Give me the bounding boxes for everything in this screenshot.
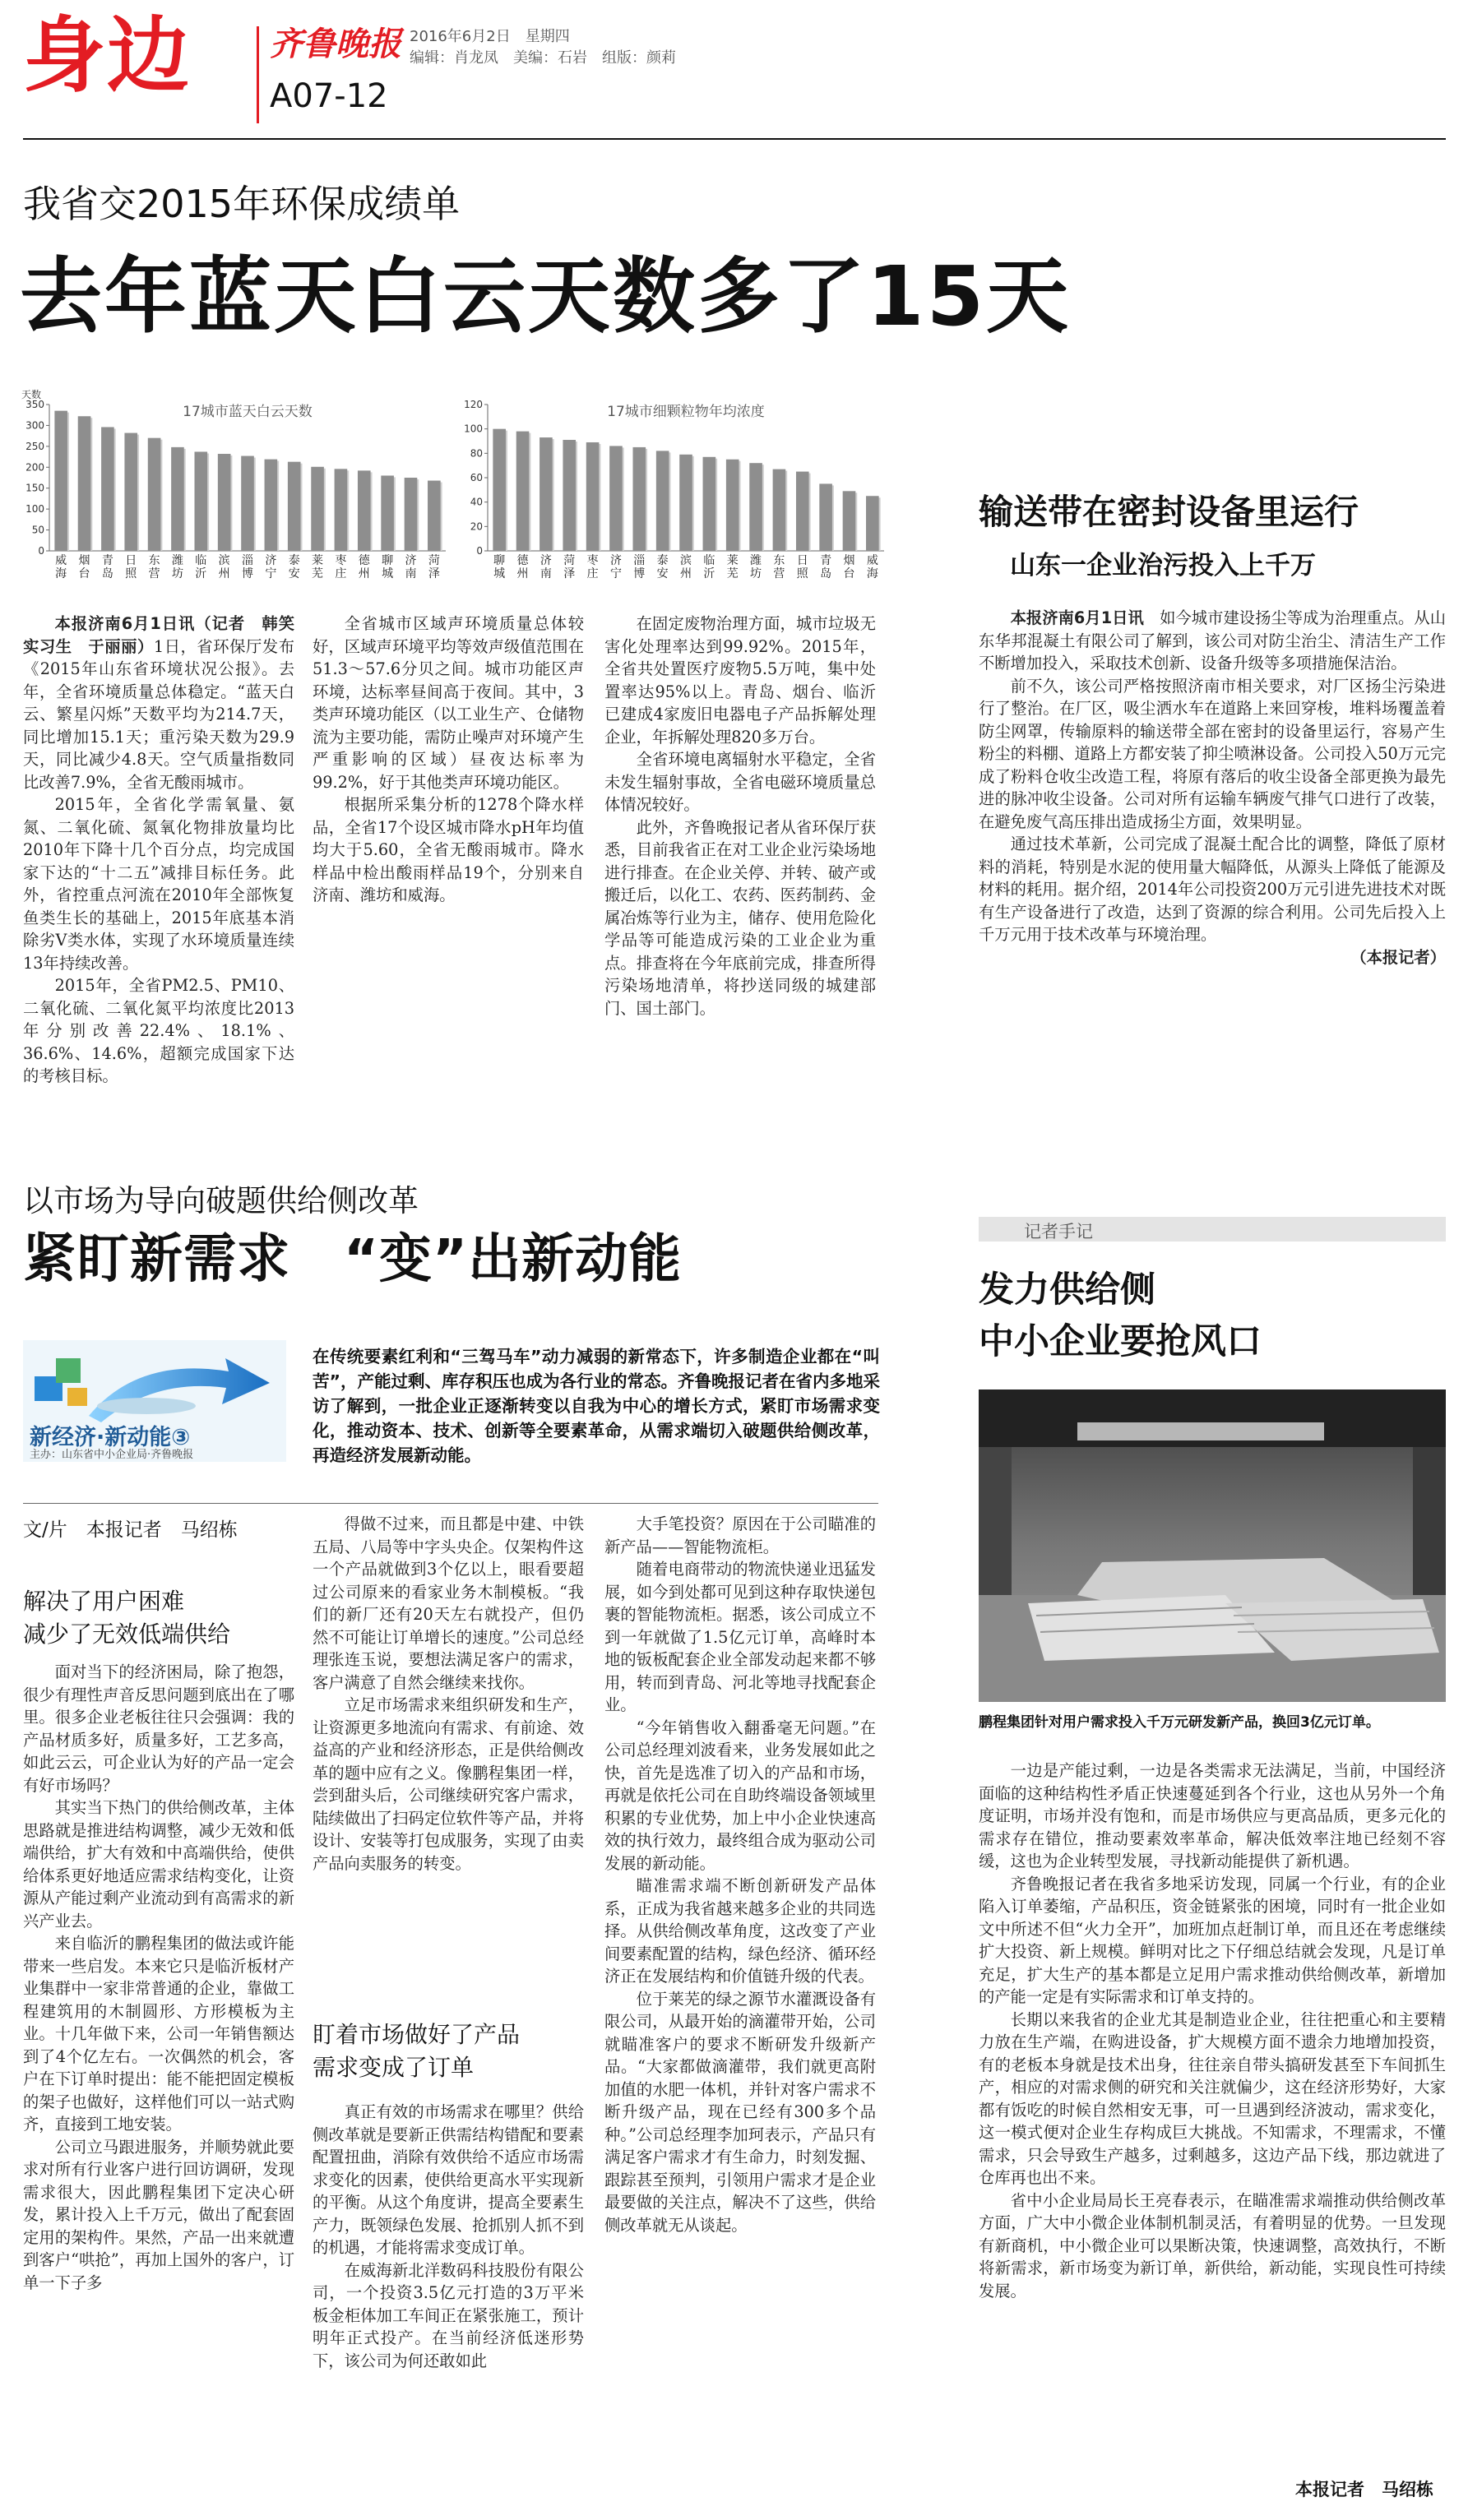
bar [866, 496, 879, 551]
category-char: 潍 [171, 554, 183, 567]
series-logo [23, 1340, 286, 1462]
category-label [867, 553, 878, 580]
story1-headline: 去年蓝天白云天数多了15天 [20, 248, 1072, 344]
paragraph: 长期以来我省的企业尤其是制造业企业，往往把重心和主要精力放在生产端，在购进设备，扩大规模方面不遗余力地增加投资，有的老板本身就是技术出身，往往亲自带头搞研发甚至下车间抓生产，相应的对需求侧的研究和关注就偏少，这在经济形势好，大家都有饭吃的时候自然相安无事，可一旦遇到经济波动，需求变化，这一模式便对企业生存构成巨大挑战。不知需求，不理需求，不懂需求，只会导致生产越多，过剩越多，这边产品下线，那边就进了仓库再也出不来。 [979, 2009, 1446, 2187]
category-char: 州 [516, 567, 529, 580]
bar [358, 470, 371, 551]
paragraph: 随着电商带动的物流快递业迅猛发展，如今到处都可见到这种存取快递包裹的智能物流柜。据悉，该公司成立不到一年就做了1.5亿元订单，高峰时本地的钣板配套企业全部发动起来都不够用，转而到青岛、河北等地寻找配套企业。 [604, 1560, 876, 1714]
y-tick-label: 100 [464, 423, 483, 435]
y-tick-label: 100 [25, 503, 44, 516]
category-char: 州 [218, 567, 230, 580]
story3-subhead-2: 盯着市场做好了产品 需求变成了订单 [313, 2021, 521, 2081]
category-label [428, 553, 440, 580]
paragraph: 2015年，全省化学需氧量、氨氮、二氧化硫、氮氧化物排放量均比2010年下降十几个百分点，均完成国家下达的“十二五”减排目标任务。此外，省控重点河流在2010年全部恢复鱼类生长的基础上，2015年底基本消除劣Ⅴ类水体，实现了水环境质量连续13年持续改善。 [23, 795, 294, 973]
story4-headline-2: 中小企业要抢风口 [979, 1321, 1262, 1362]
paragraph: 来自临沂的鹏程集团的做法或许能带来一些启发。本来它只是临沂板材产业集群中一家非常普通的企业，靠做工程建筑用的木制圆形、方形模板为主业。十几年做下来，公司一年销售额达到了4个亿左右。一次偶然的机会，客户在下订单时提出：能不能把固定模板的架子也做好，这样他们可以一站式购齐，直接到工地安装。 [23, 1934, 294, 2134]
category-char: 枣 [335, 554, 347, 567]
category-label [540, 553, 552, 580]
bar [335, 469, 348, 551]
paragraph: 通过技术革新，公司完成了混凝土配合比的调整，降低了原材料的消耗，特别是水泥的使用量大幅降低，从源头上降低了能源及材料的耗用。据介绍，2014年公司投资200万元引进先进技术对既有生产设备进行了改造，达到了资源的综合利用。公司先后投入上千万元用于技术改革与环境治理。 [979, 835, 1446, 944]
category-char: 海 [55, 567, 67, 580]
category-char: 坊 [171, 567, 183, 580]
category-char: 莱 [312, 554, 324, 567]
category-char: 济 [265, 554, 277, 567]
y-tick-label: 200 [25, 461, 44, 474]
category-label [633, 554, 645, 580]
y-tick-label: 300 [25, 419, 44, 432]
story2-body [979, 607, 1446, 1108]
category-char: 照 [125, 567, 137, 580]
story3-kicker: 以市场为导向破题供给侧改革 [23, 1183, 419, 1218]
category-char: 安 [288, 567, 300, 580]
bar [148, 438, 161, 551]
category-char: 济 [405, 554, 417, 567]
bar [405, 478, 418, 551]
category-char: 芜 [312, 567, 324, 580]
paragraph: 立足市场需求来组织研发和生产，让资源更多地流向有需求、有前途、效益高的产业和经济形态，正是供给侧改革的题中应有之义。像鹏程集团一样，尝到甜头后，公司继续研究客户需求，陆续做出了扫码定位软件等产品，并将设计、安装等打包成服务，实现了由卖产品向卖服务的转变。 [313, 1695, 584, 1873]
editor-credits: 编辑：肖龙凤 美编：石岩 组版：颜莉 [410, 49, 676, 67]
category-char: 临 [703, 554, 715, 567]
category-label [125, 554, 137, 580]
story1-column-3 [604, 613, 876, 1069]
paragraph: （本报记者） [1350, 947, 1446, 967]
story2-headline: 输送带在密封设备里运行 [979, 492, 1359, 532]
story4-body [979, 1759, 1446, 2475]
category-label [219, 554, 230, 580]
category-char: 庄 [335, 567, 347, 580]
bar [540, 437, 553, 551]
series-logo-sub: 主办：山东省中小企业局·齐鲁晚报 [30, 1449, 194, 1461]
bar [241, 456, 254, 551]
bar [726, 460, 739, 551]
category-char: 营 [773, 567, 785, 580]
bar [516, 432, 530, 551]
notes-tag: 记者手记 [1024, 1222, 1093, 1242]
paragraph: 本报济南6月1日讯 如今城市建设扬尘等成为治理重点。从山东华邦混凝土有限公司了解到，该公司对防尘治尘、清洁生产工作不断增加投入，采取技术创新、设备升级等多项措施保洁治。 [979, 608, 1446, 673]
bar [194, 451, 207, 551]
y-tick-label: 250 [25, 440, 44, 452]
chart-svg-pm25 [456, 380, 892, 602]
category-label [493, 554, 505, 580]
masthead-rule [23, 138, 1446, 140]
category-label [750, 554, 762, 580]
category-char: 滨 [218, 554, 230, 567]
category-char: 淄 [633, 554, 646, 567]
chart-pm25 [456, 380, 892, 602]
bar [265, 460, 278, 551]
category-char: 菏 [428, 554, 440, 567]
y-tick-label: 120 [464, 399, 483, 410]
paragraph: 位于莱芜的绿之源节水灌溉设备有限公司，从最开始的滴灌带开始，公司就瞄准客户的要求不断研发升级新产品。“大家都做滴灌带，我们就更高附加值的水肥一体机，并针对客户需求不断升级产品，现在已经有300多个品种。”公司总经理李加珂表示，产品只有满足客户需求才有生命力，时刻发掘、跟踪甚至预判，引领用户需求才是企业最要做的关注点，解决不了这些，供给侧改革就无从谈起。 [604, 1989, 876, 2235]
category-label [382, 554, 393, 580]
paragraph: 得做不过来，而且都是中建、中铁五局、八局等中字头央企。仅架构件这一个产品就做到3个亿以上，眼看要超过公司原来的看家业务木制模板。“我们的新厂还有20天左右就投产，但仍然不可能让订单增长的速度。”公司总经理张连玉说，要想法满足客户的需求，客户满意了自然会继续来找你。 [313, 1514, 584, 1692]
paragraph: 在固定废物治理方面，城市垃圾无害化处理率达到99.92%。2015年，全省共处置医疗废物5.5万吨，集中处置率达95%以上。青岛、烟台、临沂已建成4家废旧电器电子产品拆解处理企业，年拆解处理820多万台。 [604, 614, 876, 747]
category-label [289, 554, 300, 580]
notes-tag-bar [979, 1217, 1446, 1242]
paragraph: 本报济南6月1日讯（记者 韩笑 实习生 于丽丽）1日，省环保厅发布《2015年山东省环境状况公报》。去年，全省环境质量总体稳定。“蓝天白云、繁星闪烁”天数平均为214.7天，同比增加15.1天；重污染天数为29.9天，同比减少4.8天。空气质量指数同比改善7.9%，全省无酸雨城市。 [23, 614, 311, 792]
bar [703, 457, 716, 551]
paragraph: 2015年，全省PM2.5、PM10、二氧化硫、二氧化氮平均浓度比2013年分别改善22.4%、18.1%、36.6%、14.6%，超额完成国家下达的考核目标。 [23, 976, 294, 1085]
category-char: 济 [540, 554, 552, 567]
bar [78, 416, 91, 551]
story3-column-3 [604, 1513, 876, 2501]
paragraph: 齐鲁晚报记者在我省多地采访发现，同属一个行业，有的企业陷入订单萎缩，产品积压，资金链紧张的困境，同时有一批企业如文中所述不但“火力全开”，加班加点赶制订单，而且还在考虑继续扩大投资、新上规模。鲜明对比之下仔细总结就会发现，凡是订单充足，扩大生产的基本都是立足用户需求推动供给侧改革，新增加的产能一定是有实际需求和订单支持的。 [979, 1874, 1446, 2006]
category-char: 菏 [563, 554, 576, 567]
bar [311, 467, 324, 551]
factory-photo-illustration [979, 1389, 1446, 1702]
bar [656, 451, 669, 551]
story3-lead: 在传统要素红利和“三驾马车”动力减弱的新常态下，许多制造企业都在“叫苦”，产能过剩、库存积压也成为各行业的常态。齐鲁晚报记者在省内多地采访了解到，一批企业正逐渐转变以自我为中心的增长方式，紧盯市场需求变化，推动资本、技术、创新等全要素革命，从需求端切入破题供给侧改革，再造经济发展新动能。 [313, 1347, 880, 1465]
paragraph: 真正有效的市场需求在哪里？供给侧改革就是要新正供需结构错配和要素配置扭曲，消除有效供给不适应市场需求变化的因素，使供给更高水平实现新的平衡。从这个角度讲，提高全要素生产力，既领绿色发展、抢抓别人抓不到的机遇，才能将需求变成订单。 [313, 2102, 584, 2257]
y-tick-label: 40 [470, 496, 483, 508]
paragraph: 省中小企业局局长王亮春表示，在瞄准需求端推动供给侧改革方面，广大中小微企业体制机制灵活，有着明显的优势。一旦发现有新商机，中小微企业可以果断决策，快速调整，高效执行，不断将新需求，新市场变为新订单，新供给，新动能，实现良性可持续发展。 [979, 2190, 1446, 2300]
paragraph: 在威海新北洋数码科技股份有限公司，一个投资3.5亿元打造的3万平米板金柜体加工车间正在紧张施工，预计明年正式投产。在当前经济低迷形势下，该公司为何还敢如此 [313, 2260, 584, 2370]
bar [124, 433, 137, 551]
category-char: 德 [358, 554, 370, 567]
y-tick-label: 80 [470, 447, 483, 460]
story3-column-2a [313, 1513, 584, 1993]
bar [796, 472, 809, 551]
paragraph: 其实当下热门的供给侧改革，主体思路就是推进结构调整，减少无效和低端供给，扩大有效和中高端供给，使供给体系更好地适应需求结构变化，让资源从产能过剩产业流动到有高需求的新兴产业去。 [23, 1798, 294, 1930]
category-label [587, 553, 599, 580]
bar [428, 481, 441, 551]
category-char: 德 [516, 554, 529, 567]
category-char: 沂 [703, 567, 715, 580]
category-label [335, 553, 346, 580]
category-char: 岛 [820, 567, 832, 580]
category-char: 日 [125, 554, 137, 567]
paragraph: 大手笔投资？原因在于公司瞄准的新产品——智能物流柜。 [604, 1514, 876, 1556]
category-label [265, 553, 276, 580]
bar [749, 463, 762, 551]
paragraph: 一边是产能过剩，一边是各类需求无法满足，当前，中国经济面临的这种结构性矛盾正快速蔓延到各个行业，这也从另外一个角度证明，市场并没有饱和，而是市场供应与更高品质，更多元化的需求存在错位，推动要素效率革命，解决低效率注地已经刻不容缓，这也为企业转型发展，寻找新动能提供了新机遇。 [979, 1761, 1446, 1870]
category-char: 台 [78, 567, 90, 580]
category-label [843, 553, 854, 580]
chart-title: 17城市细颗粒物年均浓度 [607, 404, 765, 420]
category-char: 州 [680, 567, 692, 580]
category-char: 日 [796, 554, 808, 567]
chart-y-label: 天数 [21, 389, 42, 400]
bar [381, 475, 394, 551]
category-char: 安 [656, 567, 669, 580]
story3-column-2b [313, 2101, 584, 2501]
category-label [242, 554, 253, 580]
story3-subhead-1: 解决了用户困难 减少了无效低端供给 [23, 1588, 231, 1648]
bar [819, 483, 832, 551]
paragraph: “今年销售收入翻番毫无问题。”在公司总经理刘波看来，业务发展如此之快，首先是选准了切入的产品和市场，再就是依托公司在自助终端设备领域里积累的专业优势，加上中小企业快速高效的执行效力，最终组合成为驱动公司发展的新动能。 [604, 1718, 876, 1873]
bar [218, 454, 231, 551]
chart-blue-sky-days [18, 380, 454, 602]
bar [773, 469, 786, 551]
category-char: 海 [866, 567, 878, 580]
y-tick-label: 350 [25, 399, 44, 410]
category-char: 滨 [680, 554, 692, 567]
category-label [102, 553, 113, 580]
story3-rule [23, 1503, 878, 1504]
paragraph: 前不久，该公司严格按照济南市相关要求，对厂区扬尘污染进行了整治。在厂区，吸尘洒水车在道路上来回穿梭，堆料场覆盖着防尘网罩，传输原料的输送带全部在密封的设备里运行，容易产生粉尘的料棚、道路上方都安装了抑尘喷淋设备。公司投入50万元完成了粉料仓收尘改造工程，将原有落后的收尘设备全部更换为最先进的脉冲收尘设备。公司对所有运输车辆废气排气口进行了改装，在避免废气高压排出造成扬尘方面，效果明显。 [979, 676, 1446, 831]
page-number: A07-12 [270, 77, 388, 115]
category-char: 博 [633, 567, 646, 580]
bar [54, 411, 67, 551]
category-char: 淄 [242, 554, 253, 567]
story3-byline: 文/片 本报记者 马绍栋 [23, 1519, 238, 1541]
category-char: 州 [358, 567, 370, 580]
y-tick-label: 0 [476, 545, 483, 557]
category-char: 城 [493, 567, 506, 580]
category-label [172, 554, 183, 580]
category-char: 烟 [78, 554, 90, 567]
category-char: 青 [820, 554, 832, 567]
category-label [55, 553, 67, 580]
bar [632, 447, 646, 551]
category-label [312, 554, 323, 580]
story1-column-1 [23, 613, 311, 1085]
bar [288, 462, 301, 551]
story3-column-1 [23, 1661, 294, 2501]
category-char: 莱 [726, 554, 739, 567]
photo-caption: 鹏程集团针对用户需求投入千万元研发新产品，换回3亿元订单。 [979, 1714, 1380, 1731]
paragraph: 瞄准需求端不断创新研发产品体系，正成为我省越来越多企业的共同选择。从供给侧改革角度，这改变了产业间要素配置的结构，绿色经济、循环经济正在发展结构和价值链升级的代表。 [604, 1876, 876, 1986]
category-label [820, 553, 831, 580]
category-char: 宁 [609, 567, 622, 580]
paragraph: 全省城市区域声环境质量总体较好，区域声环境平均等效声级值范围在51.3～57.6分贝之间。城市功能区声环境，达标率昼间高于夜间。其中，3类声环境功能区（以工业生产、仓储物流为主要功能，需防止噪声对环境产生严重影响的区域）昼夜达标率为99.2%，好于其他类声环境功能区。 [313, 614, 584, 792]
category-char: 泰 [656, 554, 669, 567]
category-label [657, 554, 669, 580]
bar [563, 440, 576, 551]
paragraph: 全省环境电离辐射水平稳定，全省未发生辐射事故，全省电磁环境质量总体情况较好。 [604, 750, 876, 814]
story4-signature: 本报记者 马绍栋 [1295, 2480, 1433, 2499]
section-title: 身边 [23, 7, 191, 104]
category-char: 泰 [288, 554, 300, 567]
bar [493, 429, 506, 551]
y-tick-label: 20 [470, 520, 483, 533]
bar [843, 491, 856, 551]
category-label [727, 554, 739, 580]
story3-headline: 紧盯新需求 “变”出新动能 [23, 1229, 683, 1290]
category-char: 坊 [750, 567, 762, 580]
bar [609, 446, 623, 551]
bar [586, 442, 600, 551]
category-char: 宁 [265, 567, 277, 580]
paragraph: 此外，齐鲁晚报记者从省环保厅获悉，目前我省正在对工业企业污染场地进行排查。在企业关停、并转、破产或搬迁后，以化工、农药、医药制药、金属冶炼等行业为主，储存、使用危险化学品等可能造成污染的工业企业为重点。排查将在今年底前完成，排查所得污染场地清单，将抄送同级的城建部门、国土部门。 [604, 817, 876, 1018]
category-char: 东 [773, 554, 785, 567]
category-char: 聊 [493, 554, 506, 567]
category-label [405, 553, 416, 580]
category-label [149, 554, 160, 580]
category-char: 济 [609, 554, 622, 567]
category-char: 枣 [586, 554, 599, 567]
category-char: 青 [101, 554, 113, 567]
y-tick-label: 50 [31, 524, 44, 536]
category-char: 照 [796, 567, 808, 580]
category-label [773, 554, 785, 580]
y-tick-label: 0 [38, 545, 44, 557]
bar [679, 455, 692, 551]
story1-column-2 [313, 613, 584, 1069]
category-label [797, 554, 809, 580]
category-char: 台 [843, 567, 855, 580]
story4-headline-1: 发力供给侧 [979, 1269, 1155, 1311]
category-char: 芜 [726, 567, 739, 580]
category-label [359, 554, 371, 580]
category-char: 南 [405, 567, 417, 580]
category-char: 南 [540, 567, 552, 580]
issue-date: 2016年6月2日 星期四 [410, 28, 570, 45]
category-char: 泽 [428, 567, 440, 580]
category-char: 城 [382, 567, 394, 580]
story4-photo [979, 1389, 1446, 1702]
category-label [563, 553, 575, 580]
paragraph: 公司立马跟进服务，并顺势就此要求对所有行业客户进行回访调研，发现需求很大，因此鹏程集团下定决心研发，累计投入上千万元，做出了配套固定用的架构件。果然，产品一出来就遭到客户“哄抢”，再加上国外的客户，订单一下子多 [23, 2137, 294, 2292]
category-char: 东 [148, 554, 160, 567]
category-label [703, 554, 715, 580]
category-char: 聊 [382, 554, 394, 567]
category-label [79, 553, 90, 580]
series-logo-title: 新经济·新动能③ [30, 1425, 191, 1450]
category-char: 潍 [750, 554, 762, 567]
category-char: 威 [866, 554, 878, 567]
category-char: 博 [242, 567, 253, 580]
category-char: 岛 [101, 567, 113, 580]
category-char: 庄 [586, 567, 599, 580]
story2-subhead: 山东一企业治污投入上千万 [1010, 551, 1316, 580]
category-char: 烟 [843, 554, 855, 567]
story1-kicker: 我省交2015年环保成绩单 [23, 182, 461, 226]
category-char: 沂 [195, 567, 207, 580]
category-char: 临 [195, 554, 207, 567]
paragraph: 根据所采集分析的1278个降水样品，全省17个设区城市降水pH年均值均大于5.60，全省无酸雨城市。降水样品中检出酸雨样品19个，分别来自济南、潍坊和威海。 [313, 795, 584, 904]
chart-title: 17城市蓝天白云天数 [183, 404, 313, 420]
bar [101, 427, 114, 551]
category-label [610, 553, 622, 580]
newspaper-logo: 齐鲁晚报 [270, 25, 401, 63]
category-label [680, 554, 692, 580]
bar [171, 447, 184, 551]
y-tick-label: 60 [470, 472, 483, 483]
category-label [517, 554, 530, 580]
chart-svg-blue-sky [18, 380, 454, 602]
category-label [195, 554, 206, 580]
y-tick-label: 150 [25, 482, 44, 494]
category-char: 泽 [563, 567, 576, 580]
category-char: 威 [55, 554, 67, 567]
masthead-divider [257, 26, 259, 123]
category-char: 营 [148, 567, 160, 580]
paragraph: 面对当下的经济困局，除了抱怨，很少有理性声音反思问题到底出在了哪里。很多企业老板往往只会强调：我的产品材质多好，质量多好，工艺多高，如此云云，可企业认为好的产品一定会有好市场吗？ [23, 1662, 294, 1795]
